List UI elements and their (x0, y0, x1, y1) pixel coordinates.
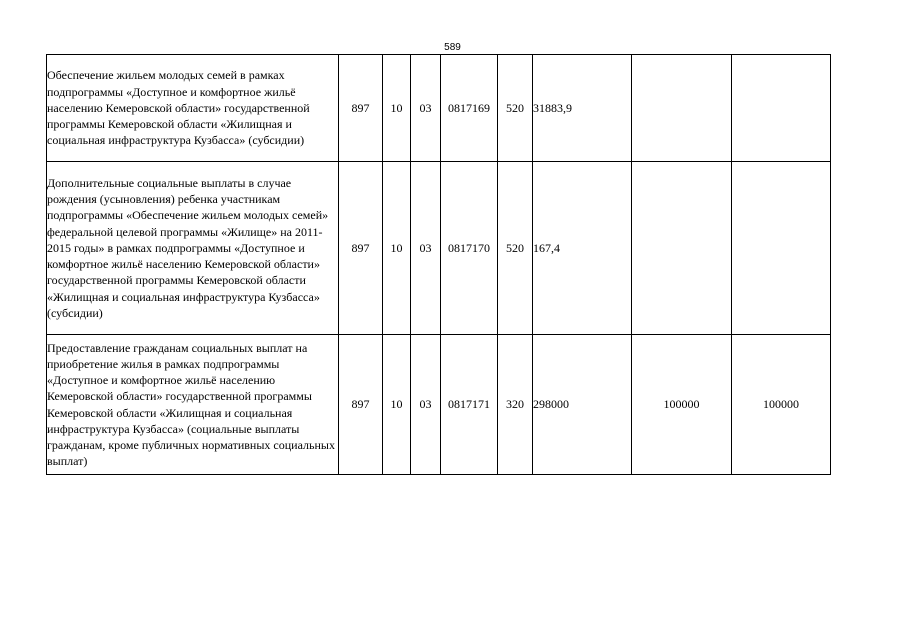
table-row (47, 162, 831, 335)
table-row (47, 55, 831, 162)
subsection-code: 03 (411, 55, 441, 162)
target-code: 0817169 (441, 55, 498, 162)
amount-year-1: 167,4 (533, 162, 632, 335)
expense-type-code: 520 (498, 162, 533, 335)
amount-year-1: 298000 (533, 335, 632, 475)
section-code: 10 (383, 55, 411, 162)
section-code: 10 (383, 335, 411, 475)
expense-type-code: 320 (498, 335, 533, 475)
amount-year-2 (632, 162, 732, 335)
row-description: Предоставление гражданам социальных выплат на приобретение жилья в рамках подпрограммы «Доступное и комфортное жильё населению Кемеровской области» государственной программы Кемеровской области «Жилищная и социальная инфраструктура Кузбасса» (социальные выплаты гражданам, кроме публичных нормативных социальных выплат) (47, 335, 339, 475)
amount-year-2 (632, 55, 732, 162)
ministry-code: 897 (339, 162, 383, 335)
amount-year-3: 100000 (732, 335, 831, 475)
ministry-code: 897 (339, 335, 383, 475)
amount-year-3 (732, 162, 831, 335)
expense-type-code: 520 (498, 55, 533, 162)
subsection-code: 03 (411, 335, 441, 475)
subsection-code: 03 (411, 162, 441, 335)
amount-year-3 (732, 55, 831, 162)
budget-table (46, 54, 831, 475)
amount-year-1: 31883,9 (533, 55, 632, 162)
amount-year-2: 100000 (632, 335, 732, 475)
target-code: 0817170 (441, 162, 498, 335)
table-row (47, 335, 831, 475)
ministry-code: 897 (339, 55, 383, 162)
row-description: Дополнительные социальные выплаты в случае рождения (усыновления) ребенка участникам подпрограммы «Обеспечение жильем молодых семей» федеральной целевой программы «Жилище» на 2011-2015 годы» в рамках подпрограммы «Доступное и комфортное жильё населению Кемеровской области» государственной программы Кемеровской области «Жилищная и социальная инфраструктура Кузбасса» (субсидии) (47, 162, 339, 335)
target-code: 0817171 (441, 335, 498, 475)
row-description: Обеспечение жильем молодых семей в рамках подпрограммы «Доступное и комфортное жильё населению Кемеровской области» государственной программы Кемеровской области «Жилищная и социальная инфраструктура Кузбасса» (субсидии) (47, 55, 339, 162)
page-number: 589 (444, 42, 461, 53)
section-code: 10 (383, 162, 411, 335)
